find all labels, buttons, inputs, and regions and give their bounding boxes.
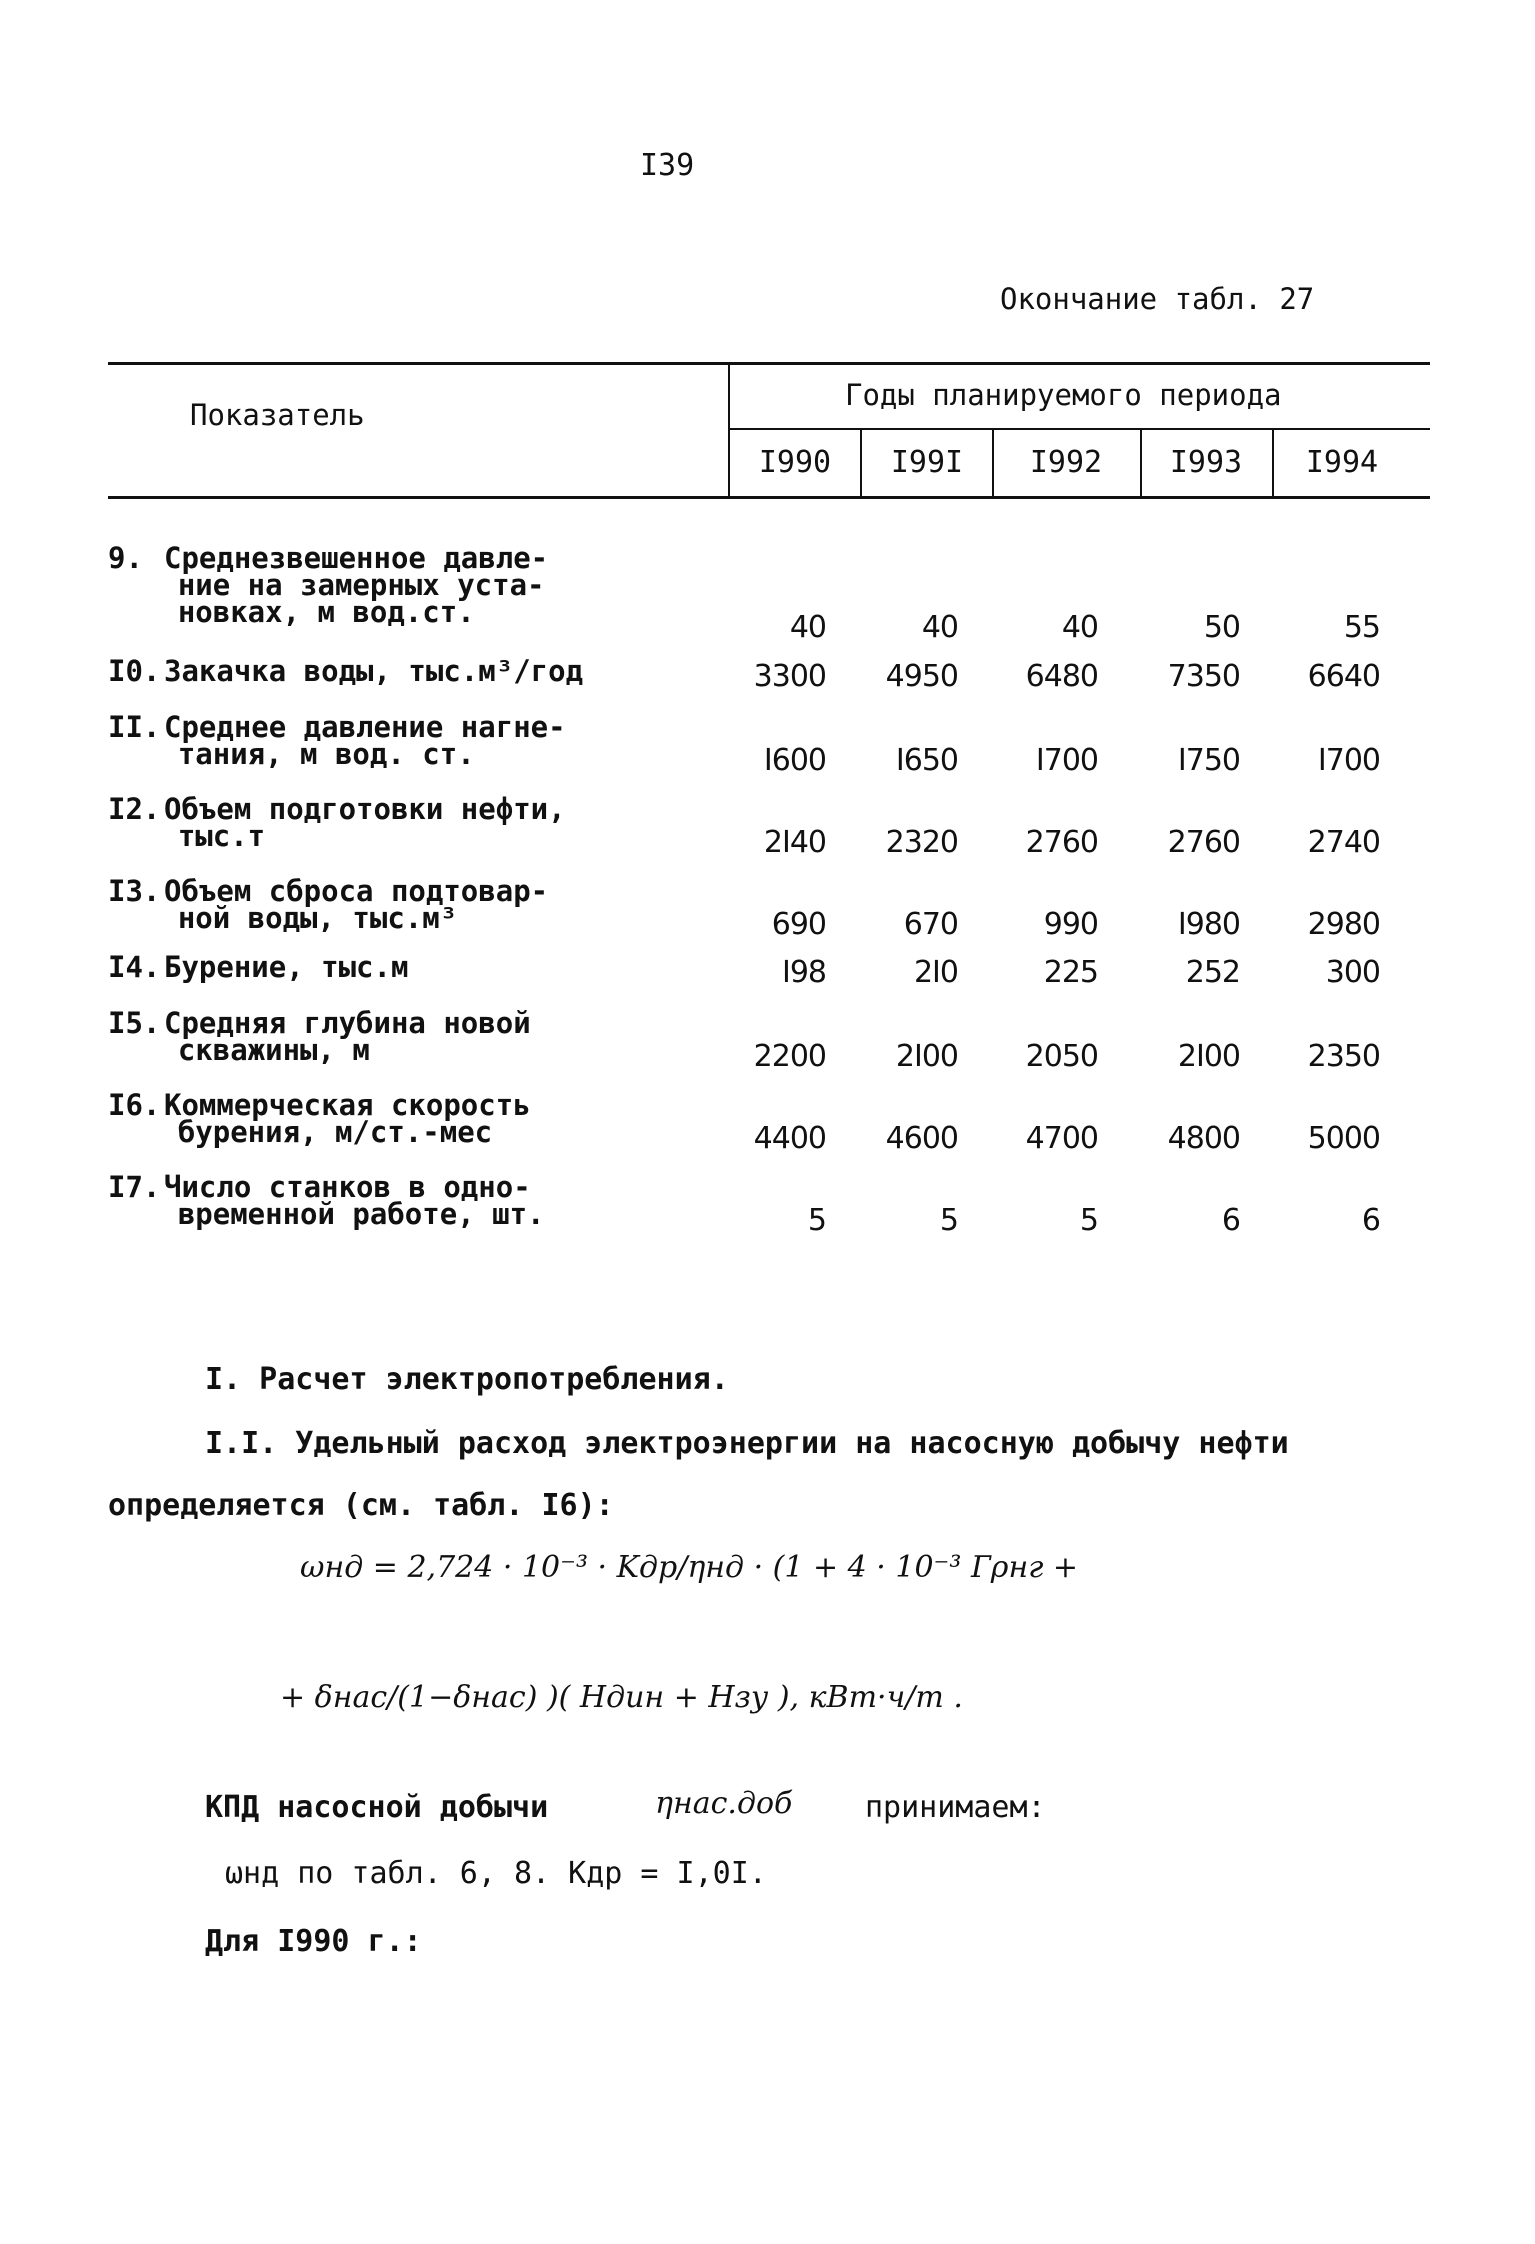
table-row (108, 654, 1408, 694)
row-number: 9. (108, 541, 143, 575)
row-text: Средняя глубина новой скважины, м (164, 1006, 531, 1067)
kpd-line-label: КПД насосной добычи (205, 1790, 549, 1825)
row-label (108, 710, 566, 771)
row-number: I5. (108, 1006, 161, 1040)
table-cell: I750 (1177, 743, 1240, 778)
table-row (108, 1006, 1408, 1074)
table-row (108, 950, 1408, 990)
table-row (108, 541, 1408, 645)
row-text: Среднее давление нагне- тания, м вод. ст. (164, 710, 566, 771)
table-cell: I700 (1317, 743, 1380, 778)
table-cell: 5 (807, 1203, 826, 1238)
table-cell: 2980 (1307, 907, 1380, 942)
table-cell: I600 (763, 743, 826, 778)
row-label (108, 1088, 531, 1149)
table-cell: 4950 (885, 659, 958, 694)
year-header: I993 (1169, 445, 1243, 480)
row-number: I2. (108, 792, 161, 826)
table-cell: I650 (895, 743, 958, 778)
row-text: Среднезвешенное давле- ние на замерных уста- новках, м вод.ст. (164, 541, 549, 629)
table-cell: 225 (1043, 955, 1098, 990)
formula-line: ωнд = 2,724 · 10⁻³ · Kдр/ηнд · (1 + 4 · 10⁻³ Гρнг + (300, 1550, 1079, 1585)
table-cell: 5000 (1307, 1121, 1380, 1156)
table-cell: 4400 (753, 1121, 826, 1156)
table-cell: 4800 (1167, 1121, 1240, 1156)
table-cell: 40 (921, 610, 958, 645)
table-row (108, 874, 1408, 942)
table-cell: 690 (771, 907, 826, 942)
table-cell: 4600 (885, 1121, 958, 1156)
table-row (108, 1170, 1408, 1238)
row-number: I4. (108, 950, 161, 984)
table-cell: I98 (781, 955, 826, 990)
table-cell: 6 (1361, 1203, 1380, 1238)
table-cell: 2320 (885, 825, 958, 860)
row-text: Объем сброса подтовар- ной воды, тыс.м³ (164, 874, 549, 935)
year-divider-1 (860, 430, 862, 498)
year-header: I992 (1029, 445, 1103, 480)
table-caption: Окончание табл. 27 (1000, 282, 1315, 316)
row-label (108, 1006, 531, 1067)
norms-line: ωнд по табл. 6, 8. Kдр = I,0I. (225, 1856, 767, 1891)
table-cell: 6640 (1307, 659, 1380, 694)
table-cell: 990 (1043, 907, 1098, 942)
table-row (108, 1088, 1408, 1156)
table-cell: 670 (903, 907, 958, 942)
table-cell: 2050 (1025, 1039, 1098, 1074)
year-header: I990 (758, 445, 832, 480)
year-header: I994 (1305, 445, 1379, 480)
kpd-symbol: ηнас.доб (655, 1786, 793, 1821)
table-cell: 55 (1343, 610, 1380, 645)
row-label (108, 541, 549, 629)
year-divider-2 (992, 430, 994, 498)
section-heading: I. Расчет электропотребления. (205, 1362, 729, 1397)
row-text: Коммерческая скорость бурения, м/ст.-мес (164, 1088, 531, 1149)
table-cell: 40 (789, 610, 826, 645)
table-cell: 300 (1325, 955, 1380, 990)
table-cell: 7350 (1167, 659, 1240, 694)
table-cell: 2200 (753, 1039, 826, 1074)
table-cell: 2760 (1167, 825, 1240, 860)
row-label (108, 874, 549, 935)
table-row (108, 710, 1408, 778)
table-cell: 6480 (1025, 659, 1098, 694)
year-header: I99I (890, 445, 964, 480)
table-cell: I980 (1177, 907, 1240, 942)
table-cell: 2740 (1307, 825, 1380, 860)
table-top-rule (108, 362, 1430, 365)
header-indicator: Показатель (190, 398, 365, 432)
table-cell: 2I0 (913, 955, 958, 990)
row-text: Закачка воды, тыс.м³/год (164, 654, 584, 688)
table-cell: 2I00 (1177, 1039, 1240, 1074)
table-row (108, 792, 1408, 860)
header-vertical-rule (728, 362, 730, 498)
row-number: II. (108, 710, 161, 744)
header-mid-rule (728, 428, 1430, 430)
row-label (108, 1170, 545, 1231)
table-cell: 2I40 (763, 825, 826, 860)
paragraph-line: I.I. Удельный расход электроэнергии на насосную добычу нефти (205, 1426, 1289, 1461)
table-cell: 4700 (1025, 1121, 1098, 1156)
year-divider-3 (1140, 430, 1142, 498)
year-divider-4 (1272, 430, 1274, 498)
table-cell: 2760 (1025, 825, 1098, 860)
row-label (108, 792, 566, 853)
row-number: I7. (108, 1170, 161, 1204)
table-cell: 3300 (753, 659, 826, 694)
table-cell: I700 (1035, 743, 1098, 778)
paragraph-line: определяется (см. табл. I6): (108, 1488, 614, 1523)
table-cell: 50 (1203, 610, 1240, 645)
row-number: I0. (108, 654, 161, 688)
row-text: Число станков в одно- временной работе, шт. (164, 1170, 545, 1231)
header-bottom-rule (108, 496, 1430, 499)
for-year-line: Для I990 г.: (205, 1924, 422, 1959)
table-cell: 2350 (1307, 1039, 1380, 1074)
table-cell: 6 (1221, 1203, 1240, 1238)
table-cell: 252 (1185, 955, 1240, 990)
page-number: I39 (640, 148, 695, 183)
row-text: Объем подготовки нефти, тыс.т (164, 792, 566, 853)
kpd-line-end: принимаем: (865, 1790, 1046, 1825)
table-cell: 5 (1079, 1203, 1098, 1238)
formula-line: + δнас/(1−δнас) )( Hдин + Hзу ), кВт·ч/т . (280, 1680, 963, 1715)
header-period: Годы планируемого периода (845, 378, 1282, 412)
table-cell: 2I00 (895, 1039, 958, 1074)
table-cell: 40 (1061, 610, 1098, 645)
row-number: I3. (108, 874, 161, 908)
row-text: Бурение, тыс.м (164, 950, 409, 984)
row-number: I6. (108, 1088, 161, 1122)
row-label (108, 950, 409, 984)
table-cell: 5 (939, 1203, 958, 1238)
row-label (108, 654, 584, 688)
